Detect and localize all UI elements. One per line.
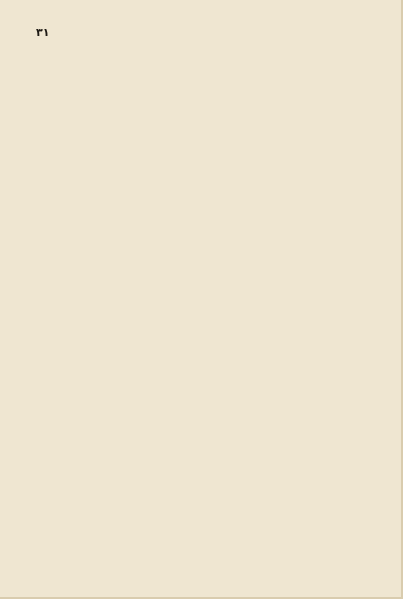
page-number: ۳۱ bbox=[36, 26, 50, 39]
body-text bbox=[28, 46, 373, 586]
running-head bbox=[36, 26, 371, 42]
